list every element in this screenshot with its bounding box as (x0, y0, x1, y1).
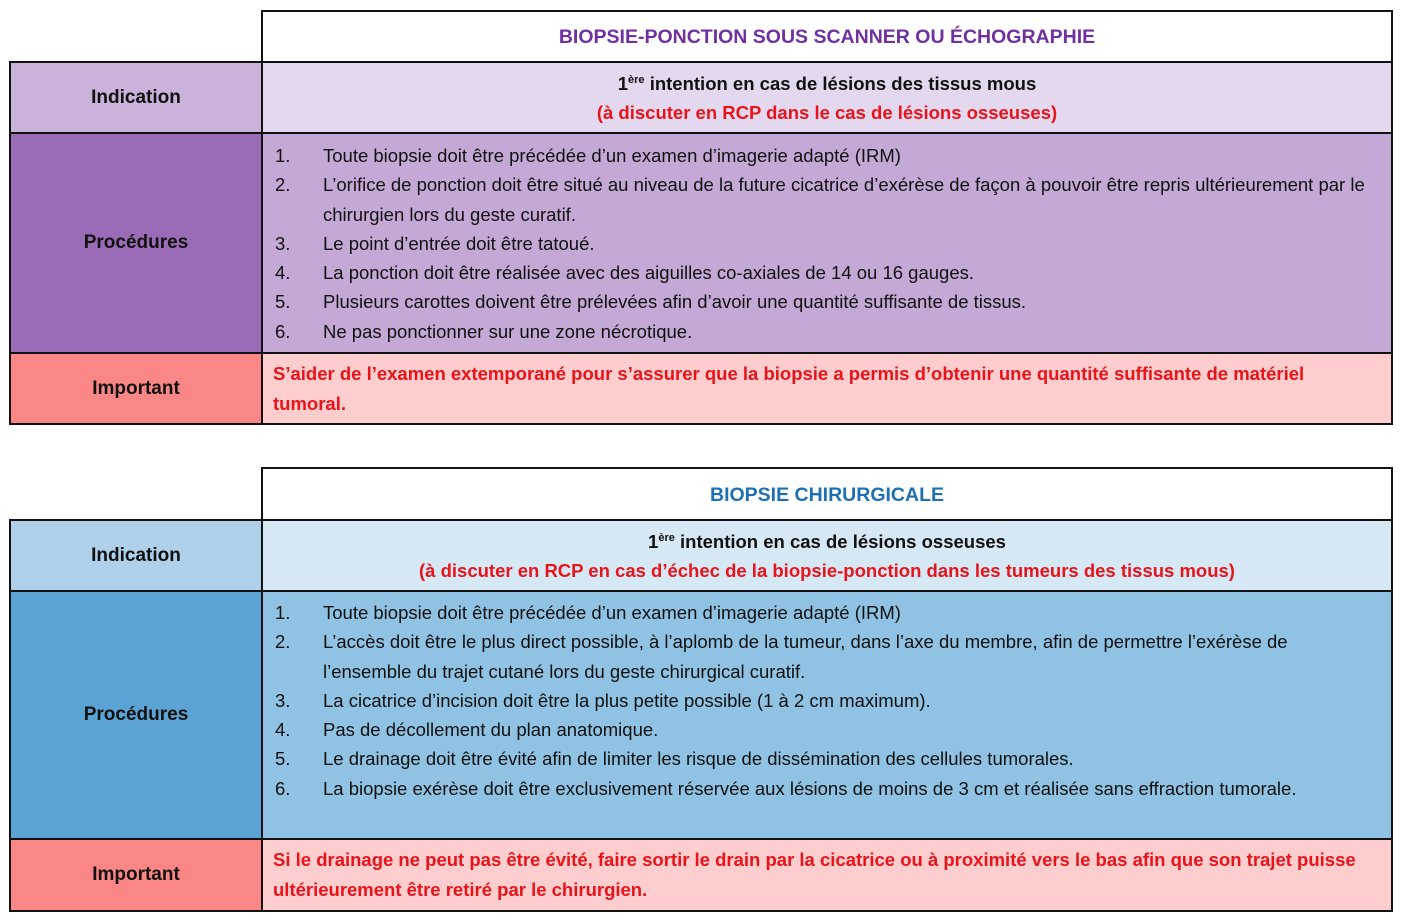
list-item: 3. La cicatrice d’incision doit être la plus petite possible (1 à 2 cm maximum). (275, 689, 931, 711)
list-item: 2. L’accès doit être le plus direct possible, à l’aplomb de la tumeur, dans l’axe du membre, afin de permettre l’exérèse de l’ensemble du trajet cutané lors du geste chirurgical curatif. (275, 631, 1288, 682)
biopsie-ponction-table (9, 10, 1393, 425)
list-item: 5. Plusieurs carottes doivent être prélevées afin d’avoir une quantité suffisante de tissus. (275, 291, 1027, 313)
list-item: 6. Ne pas ponctionner sur une zone nécrotique. (275, 320, 693, 342)
table-title: BIOPSIE-PONCTION SOUS SCANNER OU ÉCHOGRAPHIE (261, 10, 1393, 63)
procedures-label: Procédures (9, 132, 263, 354)
procedures-row (9, 132, 1393, 354)
list-item: 4. La ponction doit être réalisée avec des aiguilles co-axiales de 14 ou 16 gauges. (275, 262, 975, 284)
table-title-row (9, 10, 1393, 63)
indication-line2: (à discuter en RCP en cas d’échec de la biopsie-ponction dans les tumeurs des tissus mous) (419, 559, 1235, 581)
table-title: BIOPSIE CHIRURGICALE (261, 467, 1393, 521)
indication-line1: 1ère intention en cas de lésions des tissus mous (617, 72, 1037, 94)
indication-row (9, 519, 1393, 592)
procedures-row (9, 590, 1393, 840)
indication-row (9, 61, 1393, 134)
procedures-label: Procédures (9, 590, 263, 840)
list-item: 4. Pas de décollement du plan anatomique. (275, 719, 659, 741)
indication-line1: 1ère intention en cas de lésions osseuses (648, 530, 1006, 552)
procedures-content (261, 590, 1393, 840)
list-item: 6. La biopsie exérèse doit être exclusivement réservée aux lésions de moins de 3 cm et réalisée sans effraction tumorale. (275, 777, 1297, 799)
list-item: 3. Le point d’entrée doit être tatoué. (275, 232, 595, 254)
procedures-content (261, 132, 1393, 354)
list-item: 1. Toute biopsie doit être précédée d’un examen d’imagerie adapté (IRM) (275, 145, 901, 166)
indication-label: Indication (9, 61, 263, 134)
list-item: 1. Toute biopsie doit être précédée d’un examen d’imagerie adapté (IRM) (275, 602, 901, 623)
procedures-list (273, 141, 1381, 346)
important-label: Important (9, 352, 263, 425)
indication-content (261, 519, 1393, 592)
procedures-list (273, 598, 1381, 803)
important-row (9, 838, 1393, 912)
indication-line2: (à discuter en RCP dans le cas de lésions osseuses) (596, 101, 1058, 123)
important-content: Si le drainage ne peut pas être évité, faire sortir le drain par la cicatrice ou à proximité vers le bas afin que son trajet puisse ultérieurement être retiré par le chirurgien. (261, 838, 1393, 912)
important-row (9, 352, 1393, 425)
indication-label: Indication (9, 519, 263, 592)
indication-content (261, 61, 1393, 134)
important-content: S’aider de l’examen extemporané pour s’assurer que la biopsie a permis d’obtenir une quantité suffisante de matériel tumoral. (261, 352, 1393, 425)
list-item: 5. Le drainage doit être évité afin de limiter les risque de dissémination des cellules tumorales. (275, 748, 1074, 770)
list-item: 2. L’orifice de ponction doit être situé au niveau de la future cicatrice d’exérèse de façon à pouvoir être repris ultérieurement par le chirurgien lors du geste curatif. (275, 174, 1365, 225)
biopsie-chirurgicale-table (9, 467, 1393, 912)
table-title-row (9, 467, 1393, 521)
important-label: Important (9, 838, 263, 912)
